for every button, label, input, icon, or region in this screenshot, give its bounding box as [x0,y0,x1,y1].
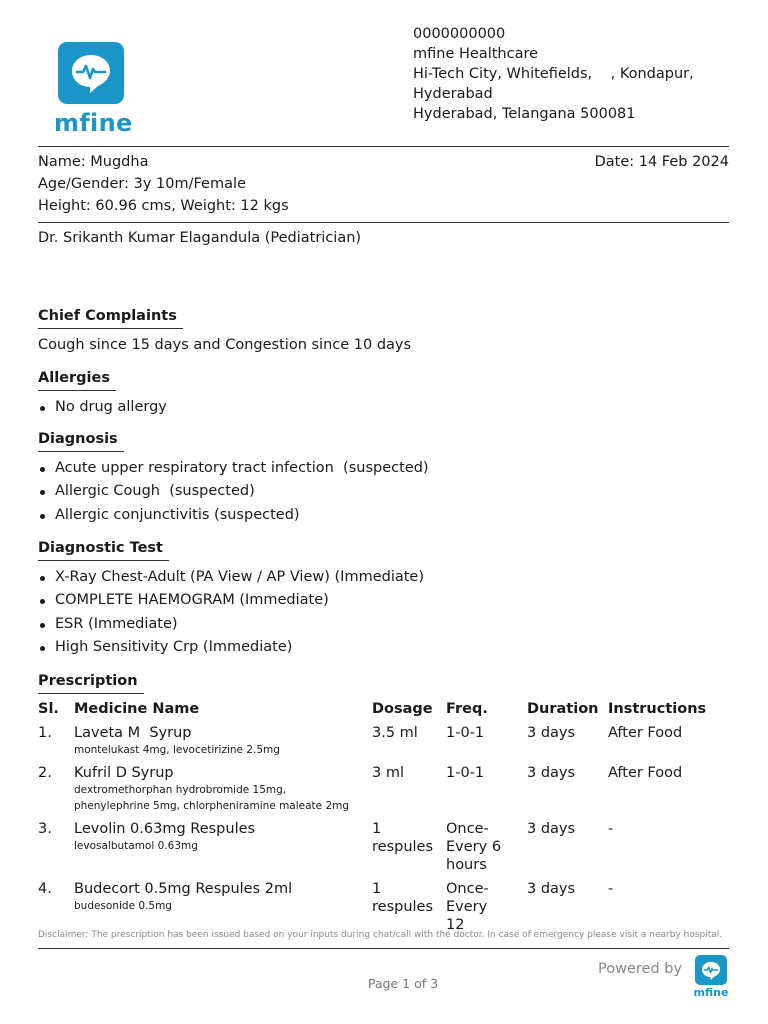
medicine-name: Laveta M Syrup [74,725,192,741]
row-sl: 3. [38,821,52,837]
list-item: COMPLETE HAEMOGRAM (Immediate) [38,589,729,612]
section-title: Diagnosis [38,429,124,452]
row-frequency: Once-Every 12 [446,881,489,933]
list-item: ESR (Immediate) [38,613,729,636]
row-instructions: After Food [608,765,683,781]
section-title: Allergies [38,368,116,391]
footer-logo [691,955,731,999]
disclaimer-text: Disclaimer: The prescription has been issued based on your inputs during chat/call with the doctor. In case of emergency please visit a nearby hospital. [38,930,723,940]
medicine-name: Levolin 0.63mg Respules [74,821,256,837]
medicine-name: Budecort 0.5mg Respules 2ml [74,881,293,897]
diagnosis-section [38,429,729,527]
header-instructions: Instructions [608,701,707,717]
patient-age-gender: Age/Gender: 3y 10m/Female [38,176,246,192]
heartbeat-chat-icon [58,42,124,104]
doctor-name: Dr. Srikanth Kumar Elagandula (Pediatrician) [38,230,362,246]
section-title: Prescription [38,671,144,694]
diagnostic-test-list [38,566,729,659]
table-row [38,724,729,758]
row-medicine [74,820,372,874]
chief-complaints-text: Cough since 15 days and Congestion since 10 days [38,337,412,353]
row-frequency: 1-0-1 [446,725,485,741]
medicine-generic: budesonide 0.5mg [74,900,172,912]
powered-by-text: Powered by [598,961,683,977]
row-dosage: 3.5 ml [372,725,418,741]
row-frequency: Once-Every 6 hours [446,821,502,873]
medicine-generic: dextromethorphan hydrobromide 15mg, phenylephrine 5mg, chlorpheniramine maleate 2mg [74,784,350,812]
logo-text: mfine [54,109,133,137]
page-number: Page 1 of 3 [367,976,439,991]
mfine-logo [54,42,134,136]
table-row [38,820,729,874]
allergies-list [38,396,729,419]
medicine-generic: montelukast 4mg, levocetirizine 2.5mg [74,744,280,756]
clinic-details [413,24,733,124]
clinic-address-line2: Hyderabad [413,86,493,102]
row-instructions: - [608,881,614,897]
section-title: Chief Complaints [38,306,183,329]
row-frequency: 1-0-1 [446,765,485,781]
footer-logo-text: mfine [693,986,729,999]
list-item: Acute upper respiratory tract infection (suspected) [38,457,729,480]
row-instructions: After Food [608,725,683,741]
row-instructions: - [608,821,614,837]
list-item: Allergic Cough (suspected) [38,480,729,503]
table-row [38,764,729,814]
row-sl: 1. [38,725,52,741]
header-sl: Sl. [38,701,59,717]
row-sl: 4. [38,881,52,897]
row-medicine [74,724,372,758]
prescription-table [38,700,729,940]
clinic-phone: 0000000000 [413,26,506,42]
section-title: Diagnostic Test [38,538,169,561]
medicine-name: Kufril D Syrup [74,765,174,781]
clinic-address-line3: Hyderabad, Telangana 500081 [413,106,636,122]
allergies-section [38,368,729,419]
patient-height-weight: Height: 60.96 cms, Weight: 12 kgs [38,198,289,214]
header-dosage: Dosage [372,701,433,717]
row-sl: 2. [38,765,52,781]
divider [38,222,729,223]
table-row [38,880,729,934]
header-medicine-name: Medicine Name [74,701,200,717]
row-duration: 3 days [527,725,576,741]
header-frequency: Freq. [446,701,488,717]
row-dosage: 3 ml [372,765,404,781]
patient-name: Name: Mugdha [38,154,149,170]
diagnosis-list [38,457,729,527]
prescription-date: Date: 14 Feb 2024 [594,154,729,170]
chief-complaints-section [38,306,729,355]
row-duration: 3 days [527,765,576,781]
row-dosage: 1 respules [372,881,434,915]
list-item: High Sensitivity Crp (Immediate) [38,636,729,659]
list-item: No drug allergy [38,396,729,419]
patient-info [38,151,729,217]
clinic-address-line1: Hi-Tech City, Whitefields, , Kondapur, [413,66,694,82]
divider [38,146,729,147]
prescription-section [38,671,729,694]
row-medicine [74,764,372,814]
heartbeat-chat-icon [695,955,727,985]
table-header [38,700,729,718]
medicine-generic: levosalbutamol 0.63mg [74,840,198,852]
diagnostic-test-section [38,538,729,659]
header-duration: Duration [527,701,599,717]
clinic-name: mfine Healthcare [413,46,539,62]
row-dosage: 1 respules [372,821,434,855]
divider [38,948,729,949]
row-duration: 3 days [527,881,576,897]
row-duration: 3 days [527,821,576,837]
list-item: Allergic conjunctivitis (suspected) [38,504,729,527]
list-item: X-Ray Chest-Adult (PA View / AP View) (Immediate) [38,566,729,589]
row-medicine [74,880,372,934]
